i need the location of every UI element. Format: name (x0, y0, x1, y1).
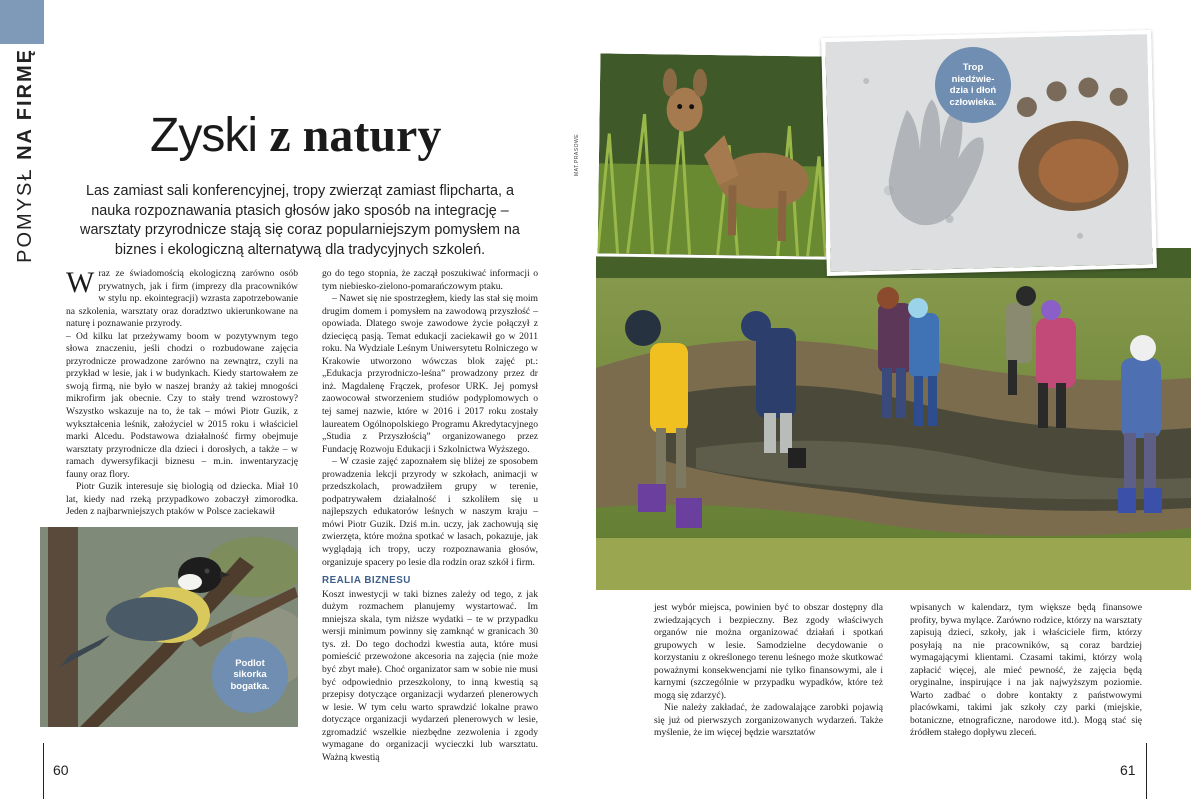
section-tag (10, 48, 40, 288)
corner-accent-block (0, 0, 44, 44)
caption-line: bogatka. (230, 680, 270, 692)
caption-line: człowieka. (949, 96, 997, 108)
caption-line: Podlot (235, 657, 265, 669)
page-number-right: 61 (1120, 762, 1136, 778)
paragraph: Koszt inwestycji w taki biznes zależy od tego, z jak dużym rozmachem planujemy wystartować. Im mniejsza skala, tym niższe wydatki – te w przypadku wersji minimum powinny się zamknąć w granicach 30 tys. zł. Do tego dochodzi kwestia auta, które musi pomieścić przewożone akcesoria na zajęcia (nie może być zbyt małe). Choć organizator sam w sobie nie musi być odpowiednio przeszkolony, to inną kwestią są przepisy dotyczące organizacji wydarzeń plenerowych w lesie. W tym celu warto sprawdzić lokalne prawo dotyczące organizacji wydarzeń plenerowych w lesie, zgromadzić wszelkie niezbędne zezwolenia i zgody wymagane do organizacji wycieczki lub warsztatu. Ważną kwestią (322, 588, 538, 763)
page-rule-right (1146, 743, 1147, 799)
paragraph: Nie należy zakładać, że zadowalające zarobki pojawią się już od pierwszych zorganizowanych wydarzeń. Także myślenie, że im więcej będzie warsztatów (654, 702, 883, 739)
paragraph: Piotr Guzik interesuje się biologią od dziecka. Miał 10 lat, kiedy nad rzeką przypadkowo zobaczył zimorodka. Jeden z najbarwniejszych ptaków w Polsce zaciekawił (66, 481, 298, 518)
section-word-1: POMYSŁ (14, 167, 36, 263)
text-column-1 (66, 268, 298, 519)
page-rule-left (43, 743, 44, 799)
paragraph: raz ze świadomością ekologiczną zarówno osób prywatnych, jak i firm (imprezy dla pracowników w stylu np. ekointegracji) wzrasta zapotrzebowanie na szkolenia, warsztaty oraz doradztwo ukierunkowane na naturę i poznawanie przyrody. (66, 268, 298, 330)
page-number-left: 60 (53, 762, 69, 778)
bird-caption-badge (212, 637, 288, 713)
children-walking-photo (596, 248, 1191, 590)
caption-line: sikorka (233, 669, 267, 681)
title-part-1: Zyski (150, 109, 270, 162)
track-caption-badge (935, 47, 1011, 123)
paragraph: wpisanych w kalendarz, tym większe będą finansowe profity, bywa mylące. Zarówno rodzice, którzy na warsztaty zapisują dzieci, szkoły, jak i właściciele firm, którzy posyłają na nie pracowników, są coraz bardziej wymagającymi klientami. Czasami takimi, którzy wolą zapłacić więcej, ale mieć pewność, że zajęcia będą oryginalne, inspirujące i na jak najwyższym poziomie. Warto zadbać o dobre kontakty z państwowymi placówkami, takimi jak szkoły czy parki (miejskie, botaniczne, etnograficzne, narodowe itd.). Mogą stać się źródłem stałego dopływu zleceń. (910, 602, 1142, 739)
text-column-3 (654, 602, 883, 740)
caption-line: dzia i dłoń (949, 85, 997, 96)
paragraph: jest wybór miejsca, powinien być to obszar dostępny dla zwiedzających i bezpieczny. Bez zgody właściwych organów nie można organizować działań i spotkań grupowych w lesie. Samodzielne decydowanie o korzystaniu z określonego terenu leśnego może skutkować poważnymi konsekwencjami nie tylko finansowymi, ale i karnymi (szczególnie w przypadku wypadków, które też mogą się zdarzyć). (654, 602, 883, 701)
paragraph: – Od kilku lat przeżywamy boom w pozytywnym tego słowa znaczeniu, jeśli chodzi o rozbudowane zajęcia przyrodnicze prowadzone zarówno na zewnątrz, czyli na przykład w lesie, jak i w budynkach. Kiedy startowałem ze swoją firmą, nie było w naszej branży aż takiej mnogości mikrofirm jak obecnie. Czy to stały trend wzrostowy? Wszystko wskazuje na to, że tak – mówi Piotr Guzik, z wykształcenia leśnik, założyciel w 2015 roku i właściciel marki Alcedu. Podstawowa działalność firmy obejmuje warsztaty przyrodnicze dla dzieci i dorosłych, a także – w ramach dywersyfikacji biznesu – m.in. inwentaryzację fauny oraz flory. (66, 330, 298, 480)
photo-credit: MAT.PRASOWE (574, 133, 581, 177)
section-word-2: NA FIRMĘ (14, 48, 36, 160)
deer-photo (595, 50, 832, 259)
text-column-4 (910, 602, 1142, 740)
paragraph: go do tego stopnia, że zaczął poszukiwać informacji o tym niebiesko-zielono-pomarańczowym ptaku. (322, 268, 538, 292)
text-column-2 (322, 268, 538, 764)
caption-line: Trop (962, 62, 984, 73)
article-title (150, 108, 510, 164)
article-lead: Las zamiast sali konferencyjnej, tropy zwierząt zamiast flipcharta, a nauka rozpoznawania ptasich głosów jako sposób na integrację – warsztaty przyrodnicze stają się coraz popularniejszym pomysłem na biznes i ekologiczną alternatywą dla tradycyjnych szkoleń. (80, 183, 520, 258)
caption-line: niedźwie- (951, 73, 995, 85)
subheading: REALIA BIZNESU (322, 575, 411, 587)
title-part-2: z natury (269, 109, 442, 162)
paragraph: – Nawet się nie spostrzegłem, kiedy las stał się moim drugim domem i pomysłem na zawodową przyszłość – opowiada. Dlatego swoje zawodowe życie połączył z dziecięcą pasją. Temat edukacji zaciekawił go w 2011 roku. Na Wydziale Leśnym Uniwersytetu Rolniczego w Krakowie utworzono wówczas blok zajęć pt.: „Edukacja przyrodniczo-leśna” prowadzony przez dr inż. Magdalenę Frączek, profesor URK. Jej pomysł zaowocował stworzeniem studiów podyplomowych o tej samej nazwie, które w 2016 i 2017 roku zostały laureatem Ogólnopolskiego Programu Akredytacyjnego „Studia z Przyszłością” organizowanego przez Fundację Rozwoju Edukacji i Szkolnictwa Wyższego. (322, 293, 538, 455)
drop-cap: W (66, 266, 95, 299)
paragraph: – W czasie zajęć zapoznałem się bliżej ze sposobem prowadzenia lekcji przyrody w szkołach, animacji w przedszkolach, prowadziłem grupy w terenie, podpatrywałem działalność i szkoliłem się u najlepszych edukatorów leśnych w naszym kraju – mówi Piotr Guzik. Dziś m.in. uczy, jak zachowują się zwierzęta, które można spotkać w lasach, pokazuje, jak wyglądają ich tropy, uczy rozpoznawania głosów, organizuje spacery po lesie dla rodzin oraz szkół i firm. (322, 456, 538, 568)
